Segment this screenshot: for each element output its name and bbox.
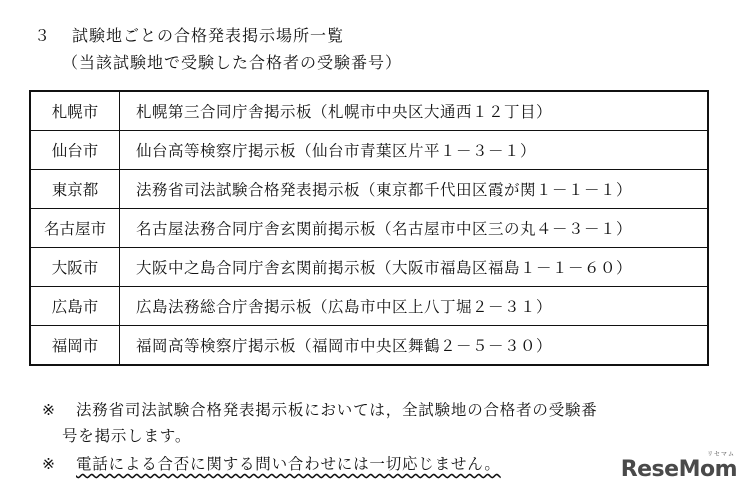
note-mark: ※ [42, 401, 56, 419]
section-heading [34, 23, 344, 46]
note-posting-line1: 法務省司法試験合格発表掲示板においては，全試験地の合格者の受験番 [76, 401, 598, 419]
table-row [30, 209, 708, 248]
resemom-logo [620, 451, 737, 482]
city-cell: 広島市 [30, 287, 120, 326]
note-posting-line2: 号を掲示します。 [62, 427, 192, 445]
location-cell: 広島法務総合庁舎掲示板（広島市中区上八丁堀２－３１） [120, 287, 709, 326]
city-cell: 東京都 [30, 170, 120, 209]
city-cell: 大阪市 [30, 248, 120, 287]
note-phone-text: 電話による合否に関する問い合わせには一切応じません。 [76, 455, 501, 473]
location-cell: 札幌第三合同庁舎掲示板（札幌市中央区大通西１２丁目） [120, 91, 709, 131]
table-row [30, 91, 708, 131]
note-posting [42, 398, 598, 420]
announcement-locations-table [29, 90, 709, 366]
city-cell: 仙台市 [30, 131, 120, 170]
location-cell: 名古屋法務合同庁舎玄関前掲示板（名古屋市中区三の丸４－３－１） [120, 209, 709, 248]
table-row [30, 248, 708, 287]
location-cell: 仙台高等検察庁掲示板（仙台市青葉区片平１－３－１） [120, 131, 709, 170]
location-cell: 大阪中之島合同庁舎玄関前掲示板（大阪市福島区福島１－１－６０） [120, 248, 709, 287]
city-cell: 名古屋市 [30, 209, 120, 248]
location-cell: 福岡高等検察庁掲示板（福岡市中央区舞鶴２－５－３０） [120, 326, 709, 366]
section-number: ３ [34, 26, 52, 45]
logo-subtext: リセマム [707, 451, 735, 458]
note-phone [42, 452, 501, 474]
logo-text: ReseMom [620, 457, 737, 482]
table-row [30, 326, 708, 366]
note-mark: ※ [42, 455, 56, 473]
section-subtitle: （当該試験地で受験した合格者の受験番号） [62, 53, 403, 72]
location-cell: 法務省司法試験合格発表掲示板（東京都千代田区霞が関１－１－１） [120, 170, 709, 209]
city-cell: 福岡市 [30, 326, 120, 366]
table-row [30, 131, 708, 170]
table-row [30, 287, 708, 326]
section-title: 試験地ごとの合格発表掲示場所一覧 [72, 26, 345, 45]
city-cell: 札幌市 [30, 91, 120, 131]
table-row [30, 170, 708, 209]
